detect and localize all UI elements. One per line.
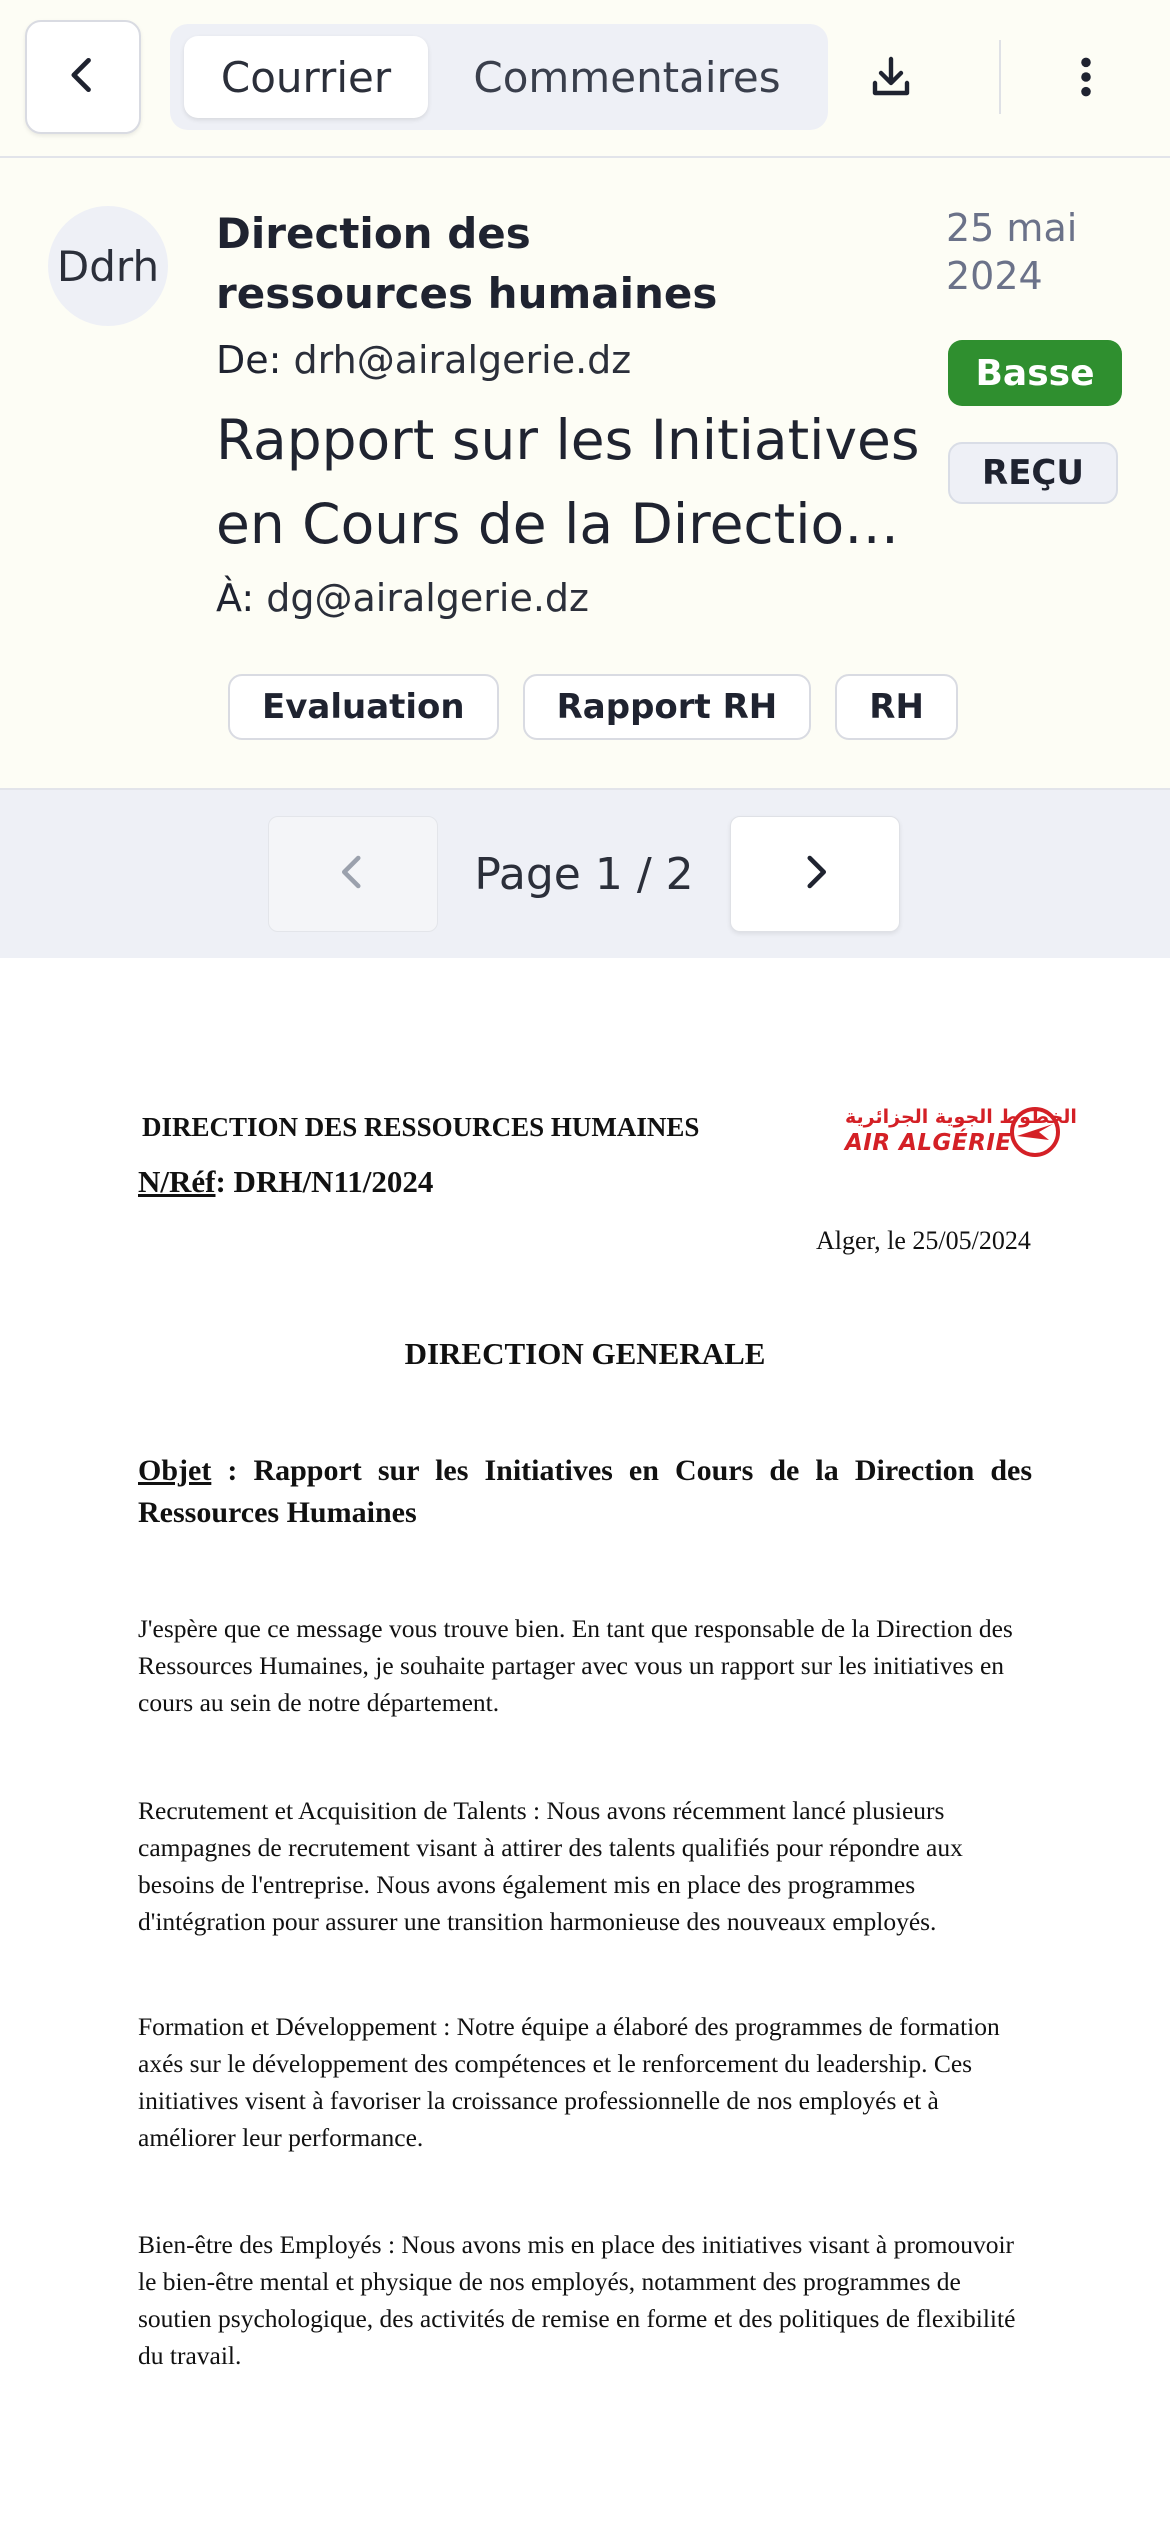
document-paragraph: Formation et Développement : Notre équipe a élaboré des programmes de formation axés sur le développement des compétences et le renforcement du leadership. Ces initiatives visent à favoriser la croissance professionnelle de nos employés et à améliorer leur performance.	[138, 2012, 1000, 2152]
from-label: De:	[216, 338, 282, 382]
document-reference	[138, 1164, 433, 1200]
air-algerie-bird-icon	[1009, 1106, 1061, 1158]
toolbar-divider	[999, 40, 1001, 114]
to-label: À:	[216, 576, 255, 620]
tab-commentaires[interactable]: Commentaires	[473, 52, 781, 102]
document-recipient: DIRECTION GENERALE	[404, 1336, 766, 1371]
tag-rh[interactable]: RH	[835, 674, 958, 740]
tab-courrier[interactable]: Courrier	[184, 36, 428, 118]
from-email[interactable]: drh@airalgerie.dz	[293, 338, 632, 382]
sender-name: Direction des ressources humaines	[216, 209, 718, 318]
view-switcher	[170, 24, 828, 130]
more-options-button[interactable]	[1060, 46, 1112, 112]
chevron-right-icon	[794, 851, 836, 897]
download-icon	[867, 53, 915, 105]
document-page	[0, 958, 1170, 2532]
logo-text: AIR ALGÉRIE	[845, 1130, 1012, 1156]
to-email[interactable]: dg@airalgerie.dz	[266, 576, 589, 620]
document-paragraph: J'espère que ce message vous trouve bien. En tant que responsable de la Direction des Ressources Humaines, je souhaite partager avec vous un rapport sur les initiatives en cours au sein de notre département.	[138, 1614, 1013, 1717]
document-department: DIRECTION DES RESSOURCES HUMAINES	[142, 1112, 700, 1142]
avatar: Ddrh	[48, 206, 168, 326]
document-paragraph: Bien-être des Employés : Nous avons mis en place des initiatives visant à promouvoir le bien-être mental et physique de nos employés, notamment des programmes de soutien psychologique, des activités de remise en forme et des politiques de flexibilité du travail.	[138, 2230, 1016, 2370]
tag-evaluation[interactable]: Evaluation	[228, 674, 499, 740]
chevron-left-icon	[332, 851, 374, 897]
back-button[interactable]	[25, 20, 141, 134]
tag-list	[228, 674, 958, 740]
next-page-button[interactable]	[730, 816, 900, 932]
reference-value: : DRH/N11/2024	[215, 1164, 434, 1199]
mail-subject: Rapport sur les Initiatives en Cours de la Direction	[216, 408, 920, 556]
from-line	[216, 338, 631, 382]
reference-label: N/Réf	[138, 1164, 216, 1199]
mail-header	[0, 158, 1170, 790]
priority-badge: Basse	[948, 340, 1122, 406]
mail-date: 25 mai 2024	[946, 206, 1078, 298]
document-paragraph: Recrutement et Acquisition de Talents : Nous avons récemment lancé plusieurs campagnes de recrutement visant à attirer des talents qualifiés pour répondre aux besoins de l'entreprise. Nous avons également mis en place des programmes d'intégration pour assurer une transition harmonieuse des nouveaux employés.	[138, 1796, 963, 1936]
pagination-bar	[0, 790, 1170, 958]
document-subject	[138, 1450, 1032, 1534]
status-badge: REÇU	[948, 442, 1118, 504]
company-logo	[845, 1106, 1077, 1166]
to-line	[216, 576, 589, 620]
download-button[interactable]	[858, 46, 924, 112]
objet-text: : Rapport sur les Initiatives en Cours de la Direction des Ressources Humaines	[138, 1454, 1032, 1529]
document-place-date: Alger, le 25/05/2024	[816, 1226, 1031, 1255]
logo-arabic-text: الخطوط الجوية الجزائرية	[845, 1106, 1077, 1128]
more-vertical-icon	[1078, 55, 1094, 103]
objet-label: Objet	[138, 1454, 212, 1487]
chevron-left-icon	[61, 53, 105, 101]
top-toolbar	[0, 0, 1170, 158]
previous-page-button[interactable]	[268, 816, 438, 932]
tag-rapport-rh[interactable]: Rapport RH	[523, 674, 812, 740]
page-indicator: Page 1 / 2	[474, 848, 694, 900]
